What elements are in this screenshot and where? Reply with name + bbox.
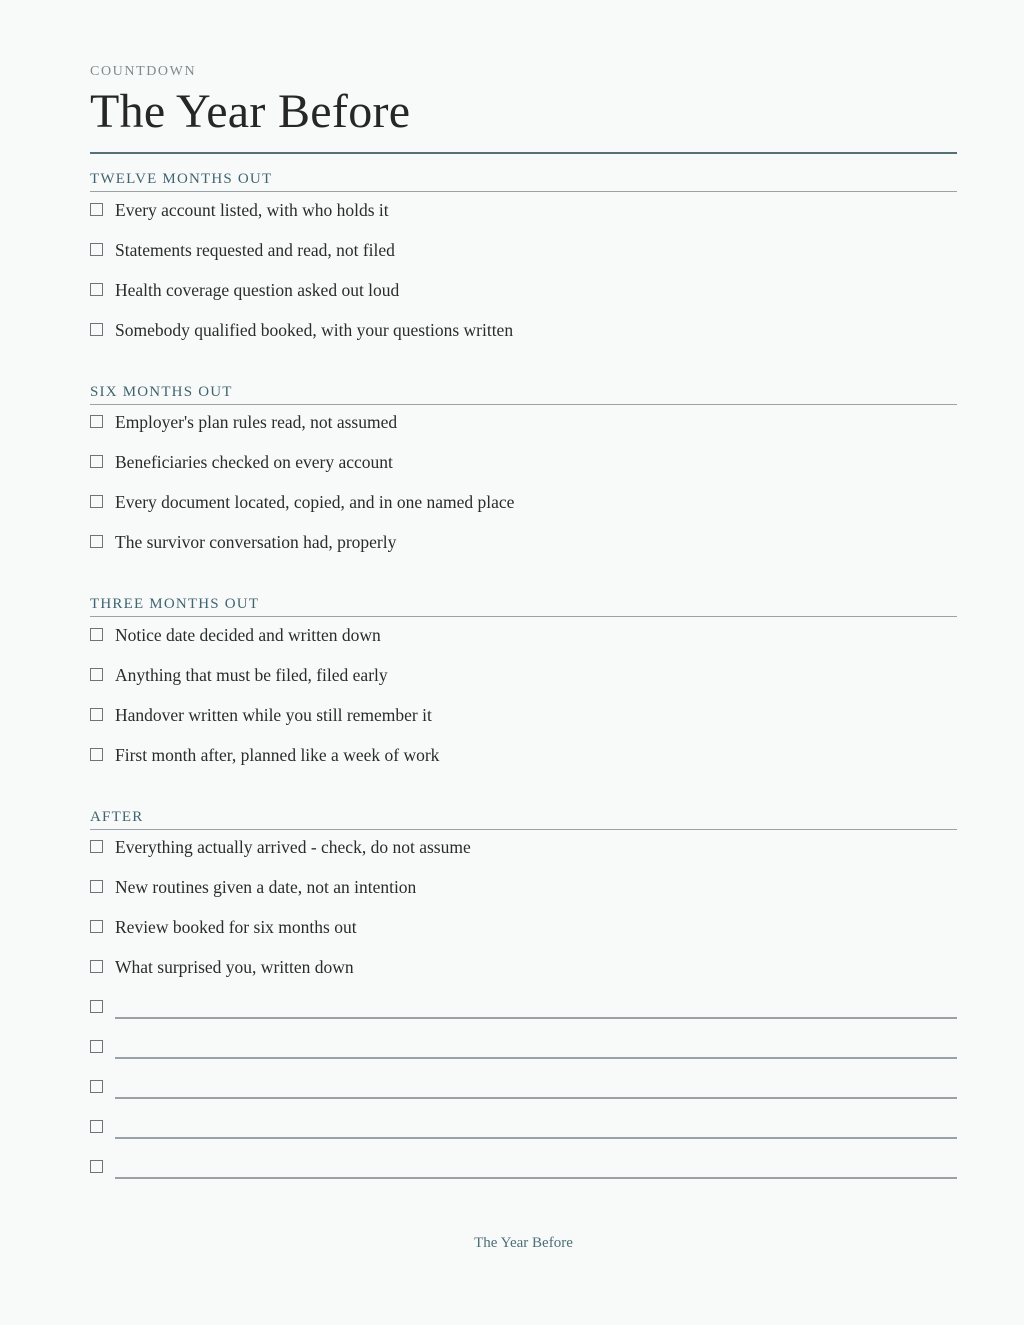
section-heading: AFTER: [90, 805, 957, 830]
checklist-item: [90, 319, 957, 343]
checkbox[interactable]: [90, 1000, 103, 1013]
checklist-item: [90, 531, 957, 555]
write-in-line[interactable]: [115, 1057, 957, 1059]
write-in-line[interactable]: [115, 1097, 957, 1099]
checklist-item: [90, 199, 957, 223]
checklist-item-label: Beneficiaries checked on every account: [115, 452, 393, 472]
checkbox[interactable]: [90, 495, 103, 508]
write-in-line[interactable]: [115, 1137, 957, 1139]
checkbox[interactable]: [90, 1160, 103, 1173]
eyebrow-label: COUNTDOWN: [90, 64, 197, 79]
write-in-line[interactable]: [115, 1017, 957, 1019]
checkbox[interactable]: [90, 415, 103, 428]
write-in-line[interactable]: [115, 1177, 957, 1179]
checklist-item-label: Somebody qualified booked, with your questions written: [115, 320, 514, 340]
checklist-item-label: First month after, planned like a week of work: [115, 745, 440, 765]
checklist-item-label: Health coverage question asked out loud: [115, 280, 400, 300]
blank-checklist-item: [90, 1036, 957, 1060]
checklist-item-label: Anything that must be filed, filed early: [115, 665, 388, 685]
checkbox[interactable]: [90, 1040, 103, 1053]
checklist-item: [90, 411, 957, 435]
section-twelve-months: [90, 167, 957, 192]
checklist-item: [90, 624, 957, 648]
checklist-item-label: New routines given a date, not an intention: [115, 877, 417, 897]
checkbox[interactable]: [90, 323, 103, 336]
checkbox[interactable]: [90, 1080, 103, 1093]
section-heading: TWELVE MONTHS OUT: [90, 167, 957, 192]
checklist-item-label: The survivor conversation had, properly: [115, 532, 397, 552]
checkbox[interactable]: [90, 243, 103, 256]
blank-checklist-item: [90, 996, 957, 1020]
checkbox[interactable]: [90, 960, 103, 973]
checkbox[interactable]: [90, 748, 103, 761]
checklist-item: [90, 664, 957, 688]
blank-checklist-item: [90, 1156, 957, 1180]
checklist-item: [90, 279, 957, 303]
page-title: The Year Before: [90, 85, 411, 138]
section-heading: THREE MONTHS OUT: [90, 592, 957, 617]
checkbox[interactable]: [90, 920, 103, 933]
checkbox[interactable]: [90, 668, 103, 681]
checklist-item: [90, 956, 957, 980]
title-divider: [90, 152, 957, 154]
checklist-item-label: Everything actually arrived - check, do not assume: [115, 837, 471, 857]
checklist-item-label: Review booked for six months out: [115, 917, 357, 937]
checklist-item-label: Handover written while you still remember it: [115, 705, 432, 725]
checklist-item: [90, 491, 957, 515]
checklist-item-label: Employer's plan rules read, not assumed: [115, 412, 398, 432]
checkbox[interactable]: [90, 1120, 103, 1133]
section-three-months: [90, 592, 957, 617]
blank-checklist-item: [90, 1116, 957, 1140]
checkbox[interactable]: [90, 203, 103, 216]
checklist-item: [90, 744, 957, 768]
checklist-item: [90, 876, 957, 900]
checkbox[interactable]: [90, 708, 103, 721]
checklist-item: [90, 239, 957, 263]
checklist-item-label: Notice date decided and written down: [115, 625, 381, 645]
checklist-item: [90, 704, 957, 728]
checklist-item-label: Statements requested and read, not filed: [115, 240, 395, 260]
checklist-item-label: Every document located, copied, and in one named place: [115, 492, 515, 512]
section-after: [90, 805, 957, 830]
checkbox[interactable]: [90, 535, 103, 548]
checklist-page: [90, 0, 957, 1325]
blank-checklist-item: [90, 1076, 957, 1100]
checkbox[interactable]: [90, 628, 103, 641]
checkbox[interactable]: [90, 455, 103, 468]
section-heading: SIX MONTHS OUT: [90, 380, 957, 405]
checkbox[interactable]: [90, 840, 103, 853]
checklist-item-label: Every account listed, with who holds it: [115, 200, 389, 220]
page-footer: The Year Before: [474, 1235, 573, 1251]
checklist-item: [90, 451, 957, 475]
checklist-item: [90, 916, 957, 940]
checkbox[interactable]: [90, 880, 103, 893]
section-six-months: [90, 380, 957, 405]
checkbox[interactable]: [90, 283, 103, 296]
checklist-item: [90, 836, 957, 860]
checklist-item-label: What surprised you, written down: [115, 957, 354, 977]
